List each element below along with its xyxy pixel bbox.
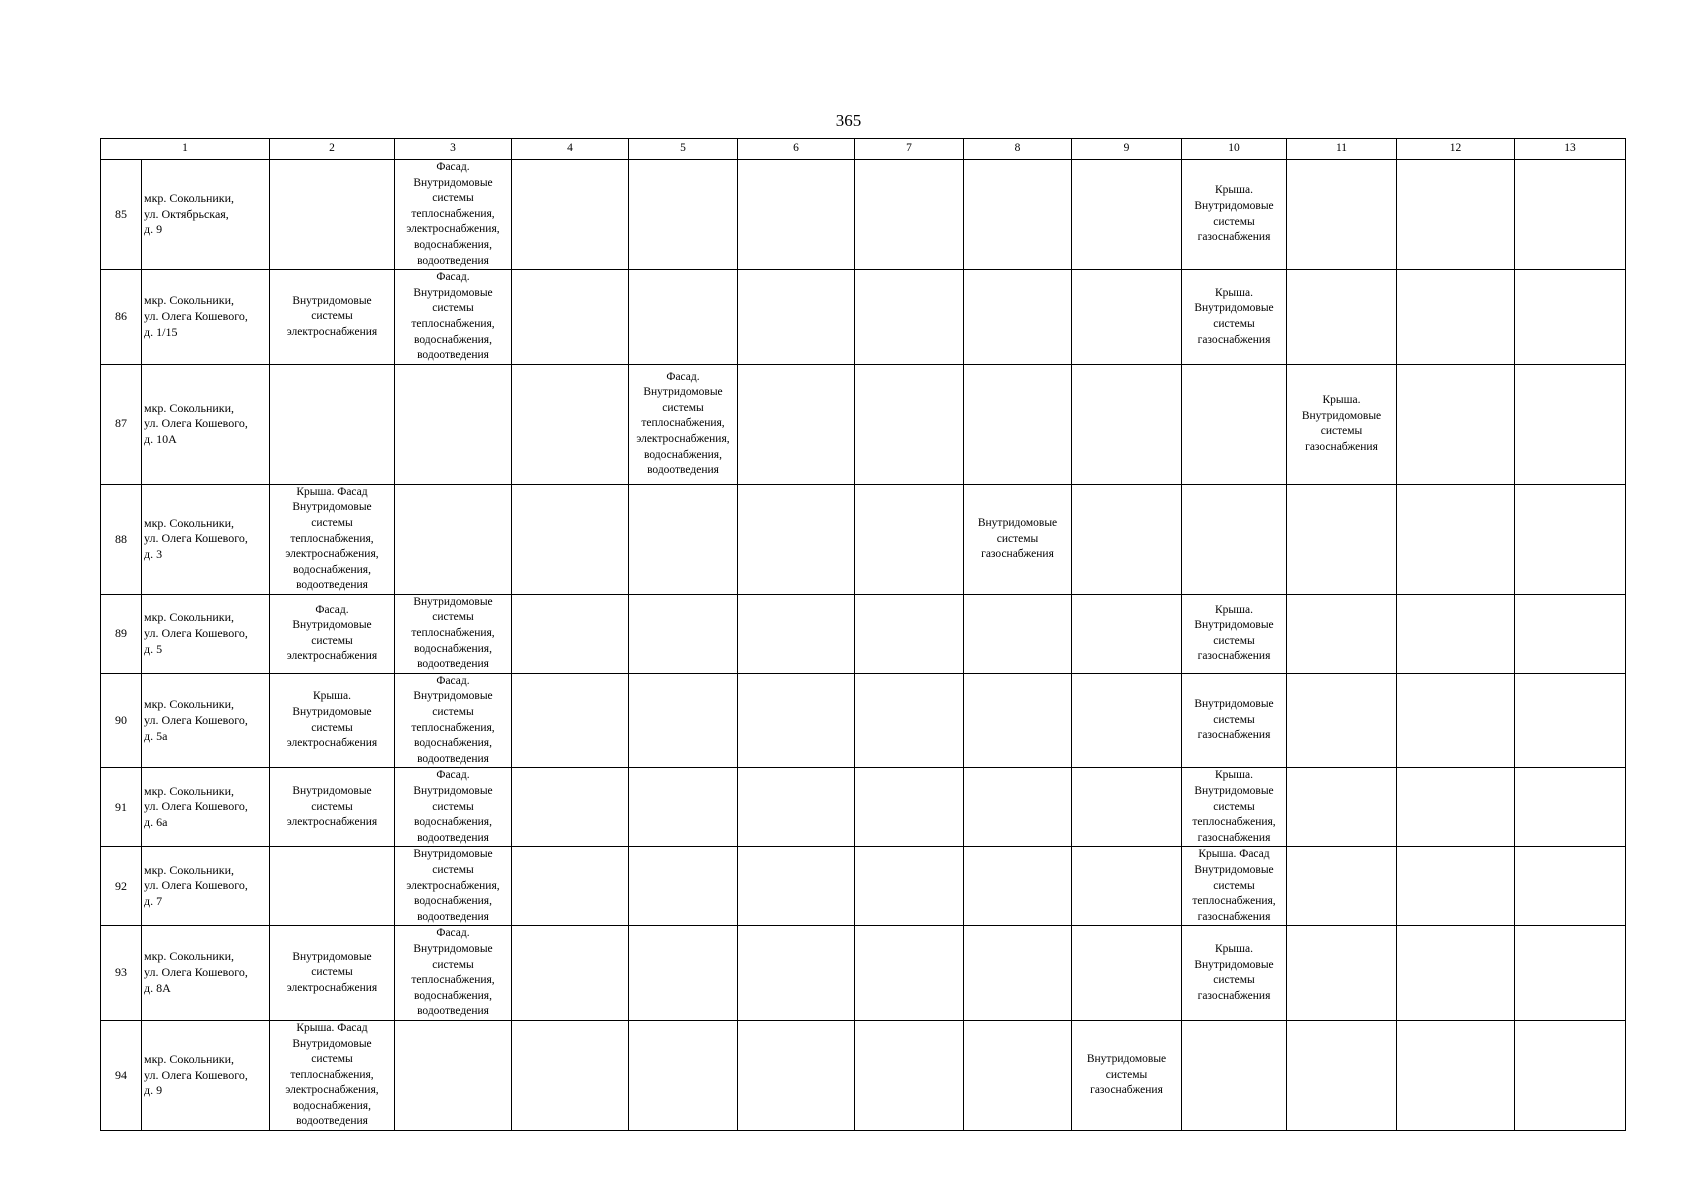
table-row: [101, 673, 1626, 768]
cell-col-7: [855, 768, 964, 847]
cell-col-10: [1182, 673, 1287, 768]
table-row: [101, 484, 1626, 594]
cell-text: Крыша. Внутридомовые системы газоснабжения: [1194, 603, 1274, 663]
table-row: [101, 768, 1626, 847]
cell-col-11: [1287, 364, 1397, 484]
cell-col-9: [1072, 768, 1182, 847]
cell-col-5: [629, 364, 738, 484]
cell-col-10: [1182, 926, 1287, 1021]
cell-col-11: [1287, 1020, 1397, 1130]
cell-col-7: [855, 847, 964, 926]
row-number: 94: [101, 1020, 142, 1130]
cell-col-7: [855, 484, 964, 594]
cell-col-3: [395, 673, 512, 768]
cell-col-3: [395, 594, 512, 673]
cell-text: Фасад. Внутридомовые системы теплоснабжения, электроснабжения, водоснабжения, водоотведения: [636, 370, 730, 477]
cell-text: Внутридомовые системы газоснабжения: [1086, 1053, 1167, 1097]
cell-col-4: [512, 160, 629, 270]
cell-col-9: [1072, 1020, 1182, 1130]
cell-col-11: [1287, 594, 1397, 673]
cell-col-3: [395, 1020, 512, 1130]
cell-col-6: [738, 673, 855, 768]
row-number: 86: [101, 270, 142, 365]
cell-col-4: [512, 673, 629, 768]
cell-col-5: [629, 673, 738, 768]
cell-col-8: [964, 364, 1072, 484]
cell-col-12: [1397, 1020, 1515, 1130]
cell-col-9: [1072, 364, 1182, 484]
cell-col-9: [1072, 270, 1182, 365]
cell-text: Крыша. Внутридомовые системы газоснабжения: [1194, 942, 1274, 1002]
row-number: 88: [101, 484, 142, 594]
cell-col-13: [1515, 160, 1626, 270]
cell-col-2: [270, 160, 395, 270]
cell-col-12: [1397, 160, 1515, 270]
row-number: 91: [101, 768, 142, 847]
cell-col-4: [512, 768, 629, 847]
cell-text: Внутридомовые системы электроснабжения: [286, 785, 378, 829]
cell-col-4: [512, 847, 629, 926]
address-text: мкр. Сокольники, ул. Олега Кошевого, д. 5а: [144, 696, 248, 743]
cell-col-4: [512, 364, 629, 484]
cell-col-6: [738, 160, 855, 270]
cell-col-13: [1515, 847, 1626, 926]
cell-col-6: [738, 1020, 855, 1130]
cell-col-10: [1182, 484, 1287, 594]
address-text: мкр. Сокольники, ул. Олега Кошевого, д. 8А: [144, 949, 248, 996]
row-address: [142, 926, 270, 1021]
address-text: мкр. Сокольники, ул. Олега Кошевого, д. 6а: [144, 783, 248, 830]
cell-col-9: [1072, 847, 1182, 926]
cell-text: Фасад. Внутридомовые системы теплоснабжения, водоснабжения, водоотведения: [411, 674, 495, 765]
cell-col-3: [395, 160, 512, 270]
cell-col-13: [1515, 364, 1626, 484]
cell-col-12: [1397, 673, 1515, 768]
cell-text: Крыша. Внутридомовые системы теплоснабжения, газоснабжения: [1192, 769, 1276, 844]
cell-col-8: [964, 926, 1072, 1021]
column-header-13: 13: [1515, 139, 1626, 160]
cell-text: Внутридомовые системы электроснабжения, водоснабжения, водоотведения: [406, 848, 500, 923]
cell-text: Фасад. Внутридомовые системы водоснабжения, водоотведения: [413, 769, 493, 844]
row-address: [142, 1020, 270, 1130]
cell-col-9: [1072, 160, 1182, 270]
cell-text: Крыша. Фасад Внутридомовые системы теплоснабжения, электроснабжения, водоснабжения, водоотведения: [285, 485, 379, 592]
cell-col-6: [738, 364, 855, 484]
cell-col-3: [395, 926, 512, 1021]
column-header-6: 6: [738, 139, 855, 160]
cell-col-5: [629, 1020, 738, 1130]
address-text: мкр. Сокольники, ул. Олега Кошевого, д. 1/15: [144, 293, 248, 339]
cell-col-4: [512, 1020, 629, 1130]
cell-col-8: [964, 847, 1072, 926]
cell-col-3: [395, 270, 512, 365]
cell-col-3: [395, 364, 512, 484]
cell-col-6: [738, 484, 855, 594]
row-address: [142, 673, 270, 768]
cell-text: Фасад. Внутридомовые системы теплоснабжения, водоснабжения, водоотведения: [411, 927, 495, 1018]
cell-col-7: [855, 1020, 964, 1130]
column-header-11: 11: [1287, 139, 1397, 160]
address-text: мкр. Сокольники, ул. Олега Кошевого, д. 9: [144, 1051, 248, 1098]
cell-text: Фасад. Внутридомовые системы теплоснабжения, электроснабжения, водоснабжения, водоотведения: [406, 161, 500, 267]
cell-text: Крыша. Внутридомовые системы газоснабжения: [1301, 394, 1382, 453]
cell-col-13: [1515, 594, 1626, 673]
table-row: [101, 594, 1626, 673]
row-number: 92: [101, 847, 142, 926]
cell-col-2: [270, 926, 395, 1021]
cell-col-9: [1072, 484, 1182, 594]
cell-col-10: [1182, 1020, 1287, 1130]
address-text: мкр. Сокольники, ул. Олега Кошевого, д. 10А: [144, 400, 248, 447]
cell-col-6: [738, 594, 855, 673]
row-number: 87: [101, 364, 142, 484]
cell-col-2: [270, 364, 395, 484]
cell-col-2: [270, 1020, 395, 1130]
cell-col-2: [270, 484, 395, 594]
cell-col-2: [270, 768, 395, 847]
column-header-3: 3: [395, 139, 512, 160]
cell-col-10: [1182, 160, 1287, 270]
cell-col-10: [1182, 847, 1287, 926]
header-row: [101, 139, 1626, 160]
table-row: [101, 270, 1626, 365]
address-text: мкр. Сокольники, ул. Олега Кошевого, д. 7: [144, 862, 248, 909]
cell-col-3: [395, 768, 512, 847]
cell-col-5: [629, 160, 738, 270]
cell-col-11: [1287, 673, 1397, 768]
cell-col-12: [1397, 364, 1515, 484]
row-address: [142, 768, 270, 847]
address-text: мкр. Сокольники, ул. Олега Кошевого, д. 3: [144, 515, 248, 562]
address-text: мкр. Сокольники, ул. Олега Кошевого, д. 5: [144, 610, 248, 656]
cell-col-5: [629, 484, 738, 594]
row-number: 89: [101, 594, 142, 673]
page-number: 365: [835, 111, 862, 130]
table-row: [101, 160, 1626, 270]
cell-text: Внутридомовые системы электроснабжения: [286, 950, 378, 994]
cell-text: Фасад. Внутридомовые системы теплоснабжения, водоснабжения, водоотведения: [411, 271, 495, 362]
row-number: 90: [101, 673, 142, 768]
cell-text: Крыша. Внутридомовые системы газоснабжения: [1194, 286, 1274, 346]
cell-col-13: [1515, 484, 1626, 594]
row-address: [142, 594, 270, 673]
cell-col-3: [395, 484, 512, 594]
cell-col-4: [512, 926, 629, 1021]
column-header-12: 12: [1397, 139, 1515, 160]
cell-col-2: [270, 270, 395, 365]
column-header-10: 10: [1182, 139, 1287, 160]
table-row: [101, 926, 1626, 1021]
row-address: [142, 484, 270, 594]
cell-col-13: [1515, 1020, 1626, 1130]
cell-col-13: [1515, 926, 1626, 1021]
cell-col-13: [1515, 768, 1626, 847]
row-address: [142, 270, 270, 365]
cell-col-8: [964, 160, 1072, 270]
cell-col-8: [964, 270, 1072, 365]
cell-col-5: [629, 926, 738, 1021]
cell-col-8: [964, 1020, 1072, 1130]
cell-col-10: [1182, 768, 1287, 847]
address-text: мкр. Сокольники, ул. Октябрьская, д. 9: [144, 190, 235, 237]
cell-col-4: [512, 270, 629, 365]
cell-col-7: [855, 364, 964, 484]
cell-text: Внутридомовые системы электроснабжения: [286, 294, 378, 338]
table-row: [101, 364, 1626, 484]
cell-text: Крыша. Фасад Внутридомовые системы теплоснабжения, электроснабжения, водоснабжения, водоотведения: [285, 1021, 379, 1128]
row-number: 93: [101, 926, 142, 1021]
cell-col-10: [1182, 364, 1287, 484]
cell-col-8: [964, 673, 1072, 768]
cell-text: Крыша. Фасад Внутридомовые системы теплоснабжения, газоснабжения: [1192, 848, 1276, 923]
column-header-7: 7: [855, 139, 964, 160]
cell-text: Крыша. Внутридомовые системы электроснабжения: [286, 690, 378, 750]
row-number: 85: [101, 160, 142, 270]
cell-col-5: [629, 594, 738, 673]
cell-col-5: [629, 768, 738, 847]
cell-text: Фасад. Внутридомовые системы электроснабжения: [286, 603, 378, 663]
cell-col-5: [629, 847, 738, 926]
table-row: [101, 847, 1626, 926]
row-address: [142, 364, 270, 484]
cell-col-5: [629, 270, 738, 365]
cell-col-9: [1072, 926, 1182, 1021]
cell-col-11: [1287, 926, 1397, 1021]
cell-col-12: [1397, 768, 1515, 847]
cell-col-8: [964, 768, 1072, 847]
cell-col-6: [738, 926, 855, 1021]
cell-col-8: [964, 484, 1072, 594]
cell-col-11: [1287, 270, 1397, 365]
column-header-1: 1: [101, 139, 270, 160]
cell-text: Крыша. Внутридомовые системы газоснабжения: [1194, 184, 1274, 244]
cell-col-3: [395, 847, 512, 926]
cell-col-12: [1397, 926, 1515, 1021]
cell-col-6: [738, 847, 855, 926]
cell-col-6: [738, 270, 855, 365]
row-address: [142, 160, 270, 270]
cell-text: Внутридомовые системы газоснабжения: [977, 516, 1058, 561]
cell-text: Внутридомовые системы газоснабжения: [1194, 698, 1274, 742]
column-header-9: 9: [1072, 139, 1182, 160]
cell-col-7: [855, 160, 964, 270]
cell-text: Внутридомовые системы теплоснабжения, водоснабжения, водоотведения: [411, 595, 495, 671]
cell-col-2: [270, 594, 395, 673]
table-row: [101, 1020, 1626, 1130]
cell-col-7: [855, 926, 964, 1021]
cell-col-12: [1397, 594, 1515, 673]
cell-col-4: [512, 594, 629, 673]
cell-col-2: [270, 847, 395, 926]
column-header-2: 2: [270, 139, 395, 160]
cell-col-10: [1182, 270, 1287, 365]
cell-col-11: [1287, 160, 1397, 270]
cell-col-7: [855, 673, 964, 768]
cell-col-12: [1397, 270, 1515, 365]
cell-col-10: [1182, 594, 1287, 673]
row-address: [142, 847, 270, 926]
cell-col-9: [1072, 673, 1182, 768]
column-header-5: 5: [629, 139, 738, 160]
cell-col-9: [1072, 594, 1182, 673]
column-header-4: 4: [512, 139, 629, 160]
cell-col-8: [964, 594, 1072, 673]
cell-col-11: [1287, 847, 1397, 926]
cell-col-11: [1287, 768, 1397, 847]
cell-col-2: [270, 673, 395, 768]
cell-col-4: [512, 484, 629, 594]
cell-col-7: [855, 594, 964, 673]
cell-col-12: [1397, 847, 1515, 926]
cell-col-12: [1397, 484, 1515, 594]
cell-col-11: [1287, 484, 1397, 594]
repair-schedule-table: [100, 138, 1626, 1131]
cell-col-6: [738, 768, 855, 847]
cell-col-7: [855, 270, 964, 365]
cell-col-13: [1515, 270, 1626, 365]
cell-col-13: [1515, 673, 1626, 768]
column-header-8: 8: [964, 139, 1072, 160]
